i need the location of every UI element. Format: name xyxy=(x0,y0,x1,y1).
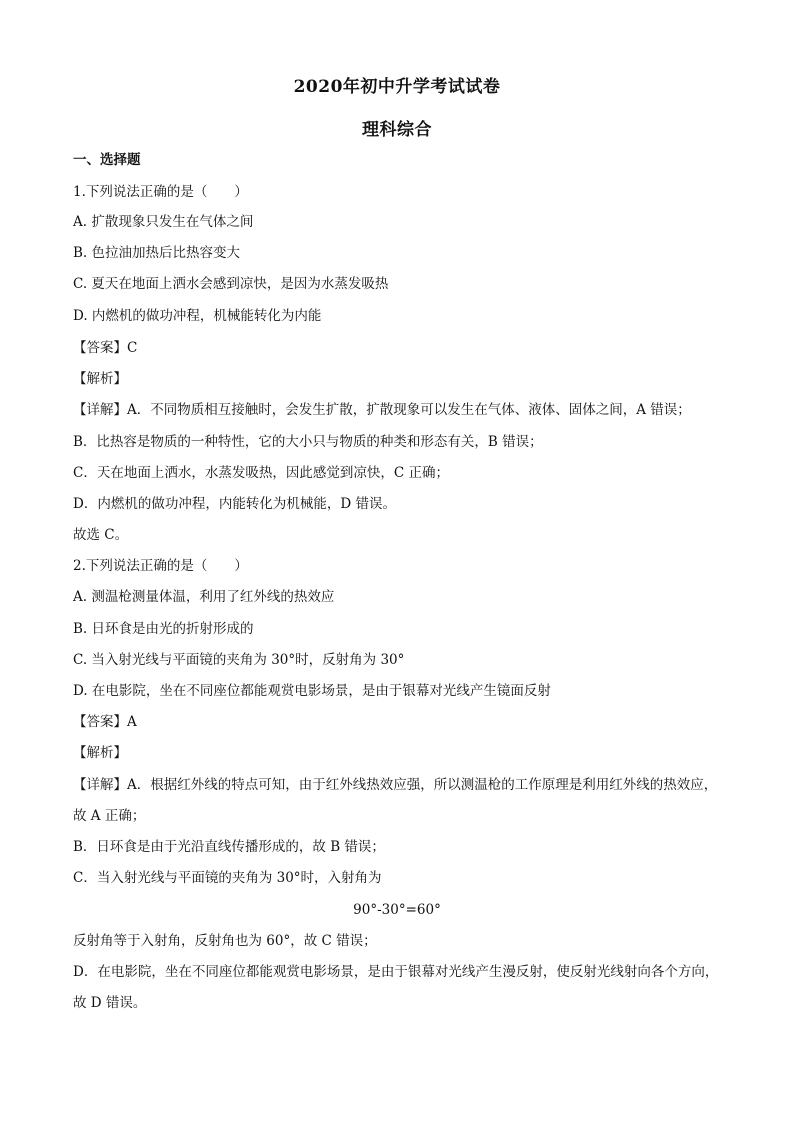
q1-analysis-line-4: D．内燃机的做功冲程，内能转化为机械能，D 错误。 xyxy=(73,496,396,512)
q2-analysis-line-7: 故 D 错误。 xyxy=(73,995,147,1011)
page-subtitle: 理科综合 xyxy=(362,120,432,140)
q2-option-d: D. 在电影院，坐在不同座位都能观赏电影场景，是由于银幕对光线产生镜面反射 xyxy=(73,683,551,699)
q2-analysis-line-4: C．当入射光线与平面镜的夹角为 30°时，入射角为 xyxy=(73,870,382,886)
q1-analysis-label: 【解析】 xyxy=(73,371,127,387)
q2-option-b: B. 日环食是由光的折射形成的 xyxy=(73,621,254,637)
q1-option-b: B. 色拉油加热后比热容变大 xyxy=(73,245,241,261)
q1-option-d: D. 内燃机的做功冲程，机械能转化为内能 xyxy=(73,308,322,324)
q2-option-a: A. 测温枪测量体温，利用了红外线的热效应 xyxy=(73,589,335,605)
q2-analysis-line-3: B．日环食是由于光沿直线传播形成的，故 B 错误； xyxy=(73,839,385,855)
q1-option-c: C. 夏天在地面上洒水会感到凉快，是因为水蒸发吸热 xyxy=(73,276,389,292)
section-heading: 一、选择题 xyxy=(73,152,141,168)
q2-analysis-label: 【解析】 xyxy=(73,745,127,761)
q1-analysis-line-1: 【详解】A．不同物质相互接触时，会发生扩散，扩散现象可以发生在气体、液体、固体之间，A 错误； xyxy=(73,402,691,418)
q2-stem: 2.下列说法正确的是（ ） xyxy=(73,558,248,574)
q1-stem: 1.下列说法正确的是（ ） xyxy=(73,184,248,200)
q1-option-a: A. 扩散现象只发生在气体之间 xyxy=(73,214,254,230)
q2-analysis-line-1: 【详解】A．根据红外线的特点可知，由于红外线热效应强，所以测温枪的工作原理是利用红外线的热效应， xyxy=(73,777,718,793)
q2-analysis-line-2: 故 A 正确； xyxy=(73,808,146,824)
q1-analysis-line-3: C．天在地面上洒水，水蒸发吸热，因此感觉到凉快，C 正确； xyxy=(73,465,449,481)
q1-analysis-line-2: B．比热容是物质的一种特性，它的大小只与物质的种类和形态有关，B 错误； xyxy=(73,434,543,450)
q2-answer: 【答案】A xyxy=(73,714,137,730)
q2-option-c: C. 当入射光线与平面镜的夹角为 30°时，反射角为 30° xyxy=(73,652,405,668)
q2-analysis-line-5: 反射角等于入射角，反射角也为 60°，故 C 错误； xyxy=(73,933,377,949)
q1-analysis-line-5: 故选 C。 xyxy=(73,527,129,543)
q1-answer: 【答案】C xyxy=(73,340,138,356)
q2-formula: 90°-30°=60° xyxy=(353,902,441,918)
page-title: 2020年初中升学考试试卷 xyxy=(293,77,501,97)
q2-analysis-line-6: D．在电影院，坐在不同座位都能观赏电影场景，是由于银幕对光线产生漫反射，使反射光线射向各个方向， xyxy=(73,964,719,980)
